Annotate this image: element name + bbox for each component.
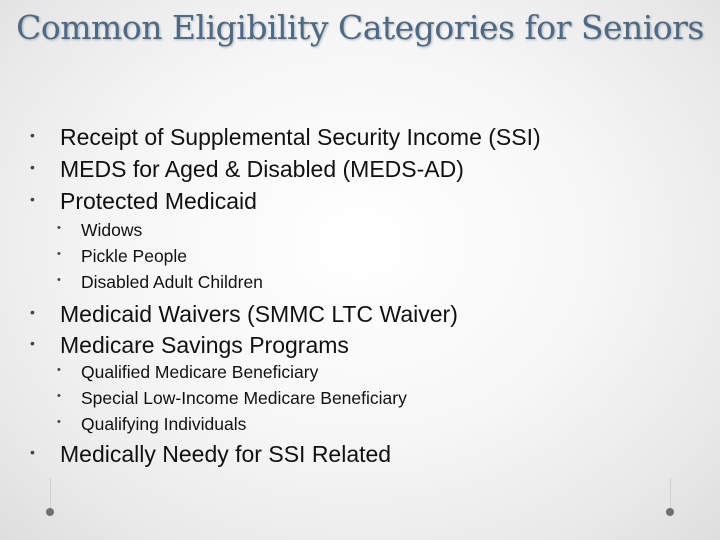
list-item-text: Medicare Savings Programs bbox=[60, 332, 349, 358]
bullet-icon: • bbox=[30, 159, 35, 175]
list-item-text: Medically Needy for SSI Related bbox=[60, 441, 392, 467]
bullet-icon: • bbox=[30, 444, 35, 460]
bullet-icon: • bbox=[30, 191, 35, 207]
list-item bbox=[30, 188, 257, 215]
sub-list-item bbox=[57, 246, 188, 267]
right-corner-line bbox=[670, 478, 671, 508]
left-corner-dot-icon bbox=[46, 508, 54, 516]
bullet-icon: • bbox=[57, 416, 61, 428]
bullet-icon: • bbox=[57, 222, 61, 234]
list-item-text: Widows bbox=[81, 220, 143, 240]
bullet-icon: • bbox=[30, 304, 35, 320]
bullet-icon: • bbox=[57, 274, 61, 286]
list-item-text: Receipt of Supplemental Security Income (SSI) bbox=[60, 124, 541, 150]
list-item bbox=[30, 301, 458, 328]
sub-list-item bbox=[57, 362, 319, 383]
list-item bbox=[30, 332, 349, 359]
list-item bbox=[30, 156, 464, 183]
list-item bbox=[30, 124, 541, 151]
right-corner-dot-icon bbox=[666, 508, 674, 516]
list-item-text: Medicaid Waivers (SMMC LTC Waiver) bbox=[60, 301, 458, 327]
list-item-text: MEDS for Aged & Disabled (MEDS-AD) bbox=[60, 156, 464, 182]
list-item-text: Special Low-Income Medicare Beneficiary bbox=[81, 388, 407, 408]
bullet-icon: • bbox=[57, 248, 61, 260]
bullet-icon: • bbox=[30, 127, 35, 143]
sub-list-item bbox=[57, 388, 407, 409]
list-item-text: Qualifying Individuals bbox=[81, 414, 247, 434]
sub-list-item bbox=[57, 272, 263, 293]
list-item-text: Disabled Adult Children bbox=[81, 272, 263, 292]
left-corner-line bbox=[50, 478, 51, 508]
slide-title: Common Eligibility Categories for Seniors bbox=[16, 8, 704, 47]
bullet-icon: • bbox=[57, 390, 61, 402]
bullet-icon: • bbox=[30, 335, 35, 351]
list-item-text: Qualified Medicare Beneficiary bbox=[81, 362, 319, 382]
list-item bbox=[30, 441, 392, 468]
bullet-icon: • bbox=[57, 364, 61, 376]
sub-list-item bbox=[57, 220, 143, 241]
list-item-text: Protected Medicaid bbox=[60, 188, 257, 214]
sub-list-item bbox=[57, 414, 247, 435]
list-item-text: Pickle People bbox=[81, 246, 188, 266]
